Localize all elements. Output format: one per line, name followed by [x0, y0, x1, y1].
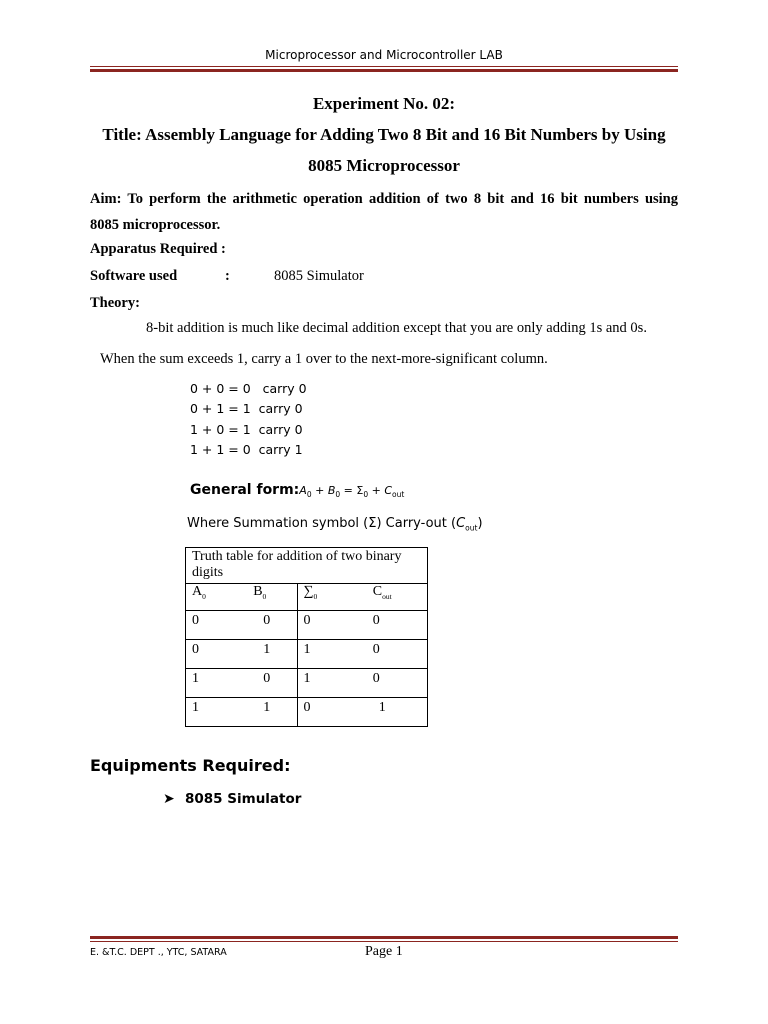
truth-table: [185, 547, 428, 727]
header-a0: $A_0$: [186, 584, 248, 611]
cell-sum0: 1: [297, 640, 361, 669]
software-label: Software used: [90, 268, 178, 284]
aim-line2: 8085 microprocessor.: [90, 217, 221, 233]
general-form: [190, 482, 404, 499]
table-row: [186, 669, 428, 698]
table-row: [186, 611, 428, 640]
header-b0: $B_0$: [247, 584, 297, 611]
general-form-formula: $A_0 + B_0 = \Sigma_0 + C_{out}$: [299, 484, 405, 500]
general-form-label: General form:: [190, 482, 300, 498]
aim-paragraph: [90, 186, 678, 238]
equipments-heading: Equipments Required:: [90, 756, 291, 775]
apparatus-label: Apparatus Required :: [90, 241, 226, 257]
cell-b0: 0: [247, 611, 297, 640]
cell-b0: 1: [247, 698, 297, 727]
experiment-title-line1: Title: Assembly Language for Adding Two 8 Bit and 16 Bit Numbers by Using: [102, 125, 666, 144]
footer-department: E. &T.C. DEPT ., YTC, SATARA: [90, 947, 227, 958]
truth-table-caption: Truth table for addition of two binary digits: [186, 548, 428, 584]
cell-cout: 0: [361, 611, 428, 640]
cell-b0: 0: [247, 669, 297, 698]
header-rule-thin: [90, 66, 678, 67]
footer-rule-thick: [90, 936, 678, 939]
cell-sum0: 0: [297, 611, 361, 640]
software-value: 8085 Simulator: [274, 268, 364, 284]
header-sum0: $\sum_0$: [297, 584, 361, 611]
equipment-item-label: 8085 Simulator: [185, 791, 302, 807]
list-item: [163, 791, 301, 807]
carry-rule-4: 1 + 1 = 0 carry 1: [190, 442, 303, 457]
header-cout: $C_{out}$: [361, 584, 428, 611]
footer-rule-thin: [90, 941, 678, 942]
page-number: Page 1: [365, 944, 403, 959]
cell-cout: 1: [361, 698, 428, 727]
cell-cout: 0: [361, 669, 428, 698]
running-header: Microprocessor and Microcontroller LAB: [265, 48, 503, 62]
carry-rule-2: 0 + 1 = 1 carry 0: [190, 401, 303, 416]
cell-sum0: 0: [297, 698, 361, 727]
cell-a0: 0: [186, 640, 248, 669]
cell-cout: 0: [361, 640, 428, 669]
cell-a0: 1: [186, 698, 248, 727]
truth-table-header: [186, 584, 428, 611]
theory-label: Theory:: [90, 295, 140, 311]
cell-a0: 0: [186, 611, 248, 640]
experiment-title-line2: 8085 Microprocessor: [308, 156, 460, 175]
theory-paragraph1: 8-bit addition is much like decimal addition except that you are only adding 1s and 0s.: [146, 320, 647, 336]
where-definition: Where Summation symbol (Σ) Carry-out $(C_{out})$: [187, 516, 483, 533]
theory-paragraph2: When the sum exceeds 1, carry a 1 over to the next-more-significant column.: [100, 351, 548, 367]
table-row: [186, 640, 428, 669]
header-rule-thick: [90, 69, 678, 72]
software-colon: :: [225, 268, 230, 284]
cell-a0: 1: [186, 669, 248, 698]
table-row: [186, 698, 428, 727]
carry-rule-3: 1 + 0 = 1 carry 0: [190, 422, 303, 437]
arrow-bullet-icon: ➤: [163, 791, 175, 807]
cell-sum0: 1: [297, 669, 361, 698]
aim-line1: Aim: To perform the arithmetic operation addition of two 8 bit and 16 bit numbers using: [90, 191, 678, 207]
carry-rule-1: 0 + 0 = 0 carry 0: [190, 381, 307, 396]
cell-b0: 1: [247, 640, 297, 669]
experiment-number: Experiment No. 02:: [312, 94, 456, 113]
